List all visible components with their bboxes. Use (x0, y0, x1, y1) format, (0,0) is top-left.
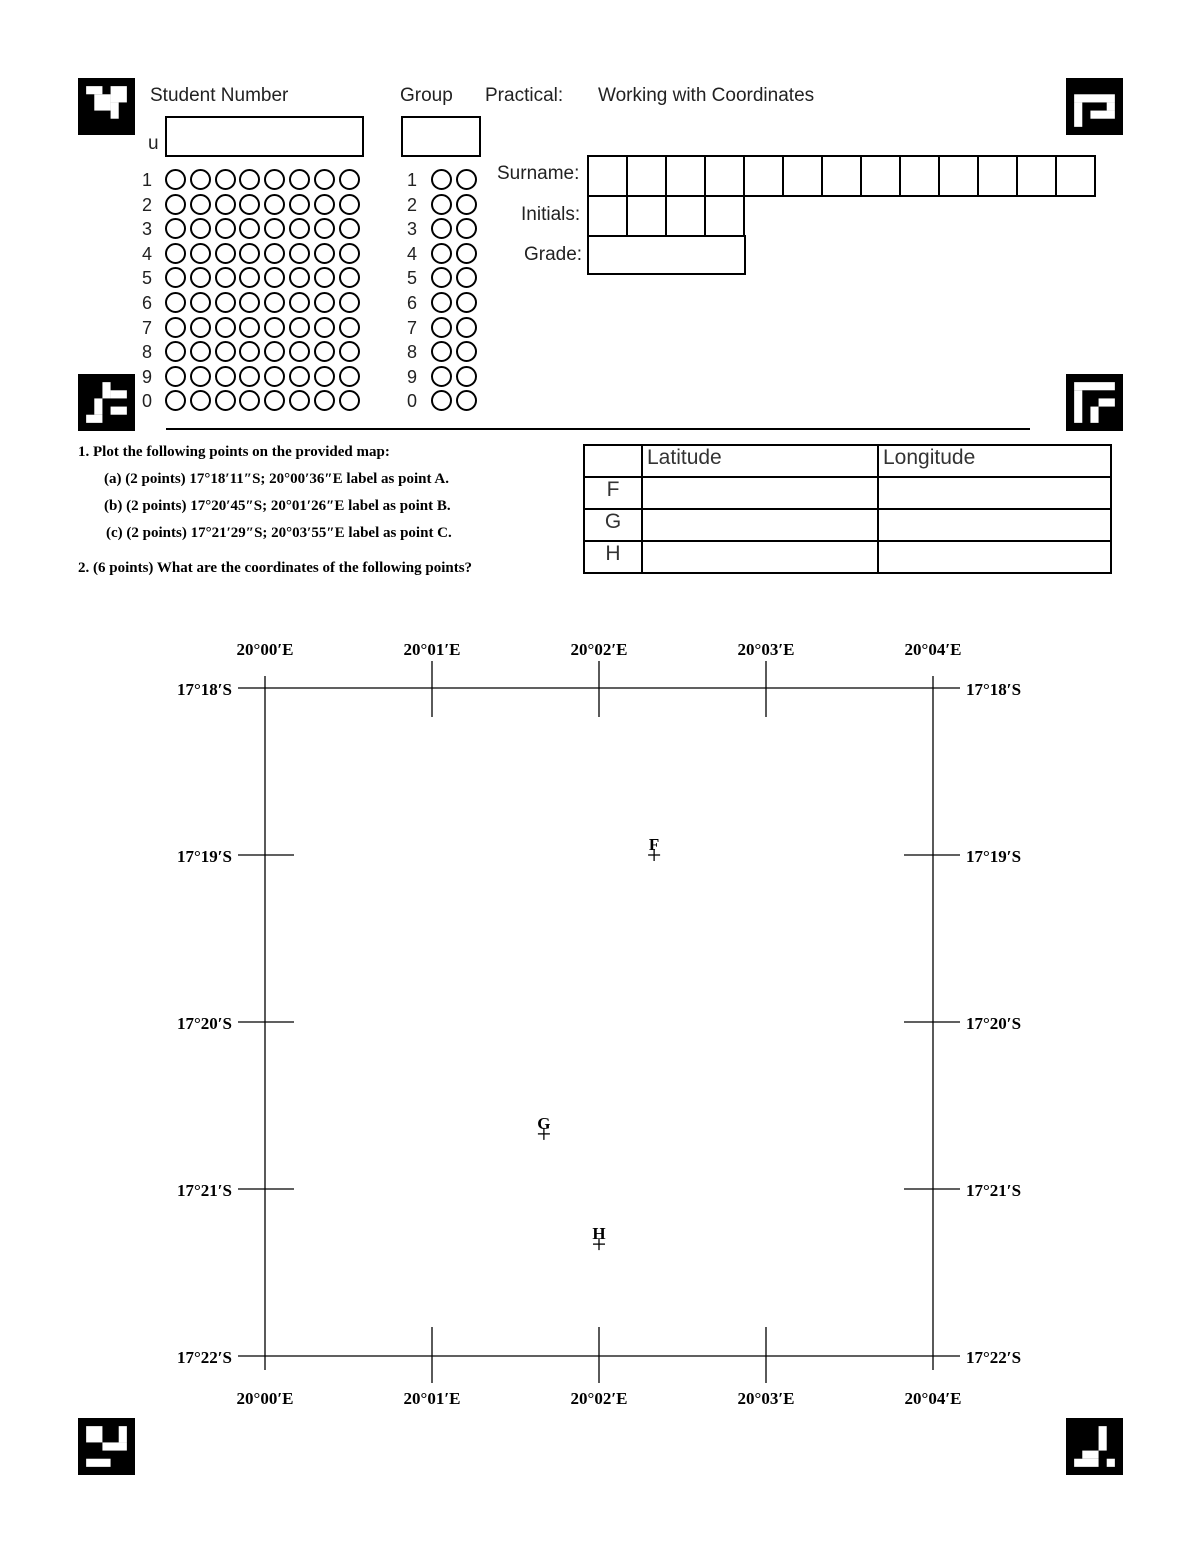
latitude-label-left: 17°22′S (176, 1348, 232, 1367)
practical-label: Practical: (485, 85, 564, 106)
digit-label: 8 (141, 342, 152, 363)
longitude-header: Longitude (878, 445, 1111, 477)
longitude-label-bottom: 20°04′E (904, 1389, 962, 1408)
digit-label: 7 (406, 317, 417, 338)
point-label-g: G (537, 1113, 551, 1133)
digit-label: 3 (141, 219, 152, 240)
digit-label: 6 (141, 293, 152, 313)
digit-label: 1 (141, 170, 152, 190)
latitude-label-right: 17°21′S (966, 1181, 1022, 1200)
row-label-g: G (584, 509, 642, 541)
longitude-label-top: 20°04′E (904, 640, 962, 659)
latitude-label-right: 17°20′S (966, 1014, 1022, 1033)
longitude-label-bottom: 20°01′E (403, 1389, 461, 1408)
longitude-label-top: 20°02′E (570, 640, 628, 659)
latitude-header: Latitude (642, 445, 878, 477)
question-1b: (b) (2 points) 17°20′45″S; 20°01′26″E label as point B. (104, 498, 451, 514)
digit-label: 9 (406, 366, 417, 387)
longitude-label-bottom: 20°02′E (570, 1389, 628, 1408)
digit-label: 7 (141, 317, 152, 338)
group-label: Group (400, 85, 453, 106)
digit-label: 5 (141, 268, 152, 289)
latitude-label-left: 17°20′S (176, 1014, 232, 1033)
latitude-label-left: 17°19′S (176, 847, 232, 866)
digit-label: 2 (406, 194, 417, 215)
latitude-label-right: 17°18′S (966, 680, 1022, 699)
longitude-label-top: 20°03′E (737, 640, 795, 659)
latitude-label-right: 17°22′S (966, 1348, 1022, 1367)
digit-label: 4 (406, 243, 417, 264)
point-label-f: F (648, 835, 660, 854)
row-label-f: F (584, 477, 642, 509)
digit-label: 3 (406, 219, 417, 240)
longitude-label-bottom: 20°03′E (737, 1389, 795, 1408)
latitude-label-left: 17°21′S (176, 1181, 232, 1200)
latitude-label-right: 17°19′S (966, 847, 1022, 866)
digit-label: 8 (406, 342, 417, 363)
digit-label: 4 (141, 243, 152, 264)
initials-label: Initials: (521, 204, 581, 225)
student-number-label: Student Number (150, 85, 289, 106)
longitude-label-bottom: 20°00′E (236, 1389, 294, 1408)
digit-label: 9 (141, 366, 152, 387)
longitude-label-top: 20°01′E (403, 640, 461, 659)
question-1a: (a) (2 points) 17°18′11″S; 20°00′36″E label as point A. (104, 471, 449, 487)
longitude-label-top: 20°00′E (236, 640, 294, 659)
digit-label: 0 (406, 391, 417, 412)
digit-label: 0 (141, 391, 152, 412)
u-label: u (148, 133, 159, 154)
question-2: 2. (6 points) What are the coordinates of the following points? (78, 560, 473, 576)
question-1c: (c) (2 points) 17°21′29″S; 20°03′55″E label as point C. (106, 525, 452, 541)
digit-label: 1 (406, 170, 417, 190)
practical-title: Working with Coordinates (598, 85, 815, 106)
row-label-h: H (584, 541, 642, 573)
question-1: 1. Plot the following points on the provided map: (78, 444, 390, 460)
grade-label: Grade: (524, 244, 583, 265)
surname-label: Surname: (497, 163, 580, 184)
digit-label: 6 (406, 293, 417, 313)
point-label-h: H (592, 1224, 606, 1244)
digit-label: 5 (406, 268, 417, 289)
digit-label: 2 (141, 194, 152, 215)
latitude-label-left: 17°18′S (176, 680, 232, 699)
